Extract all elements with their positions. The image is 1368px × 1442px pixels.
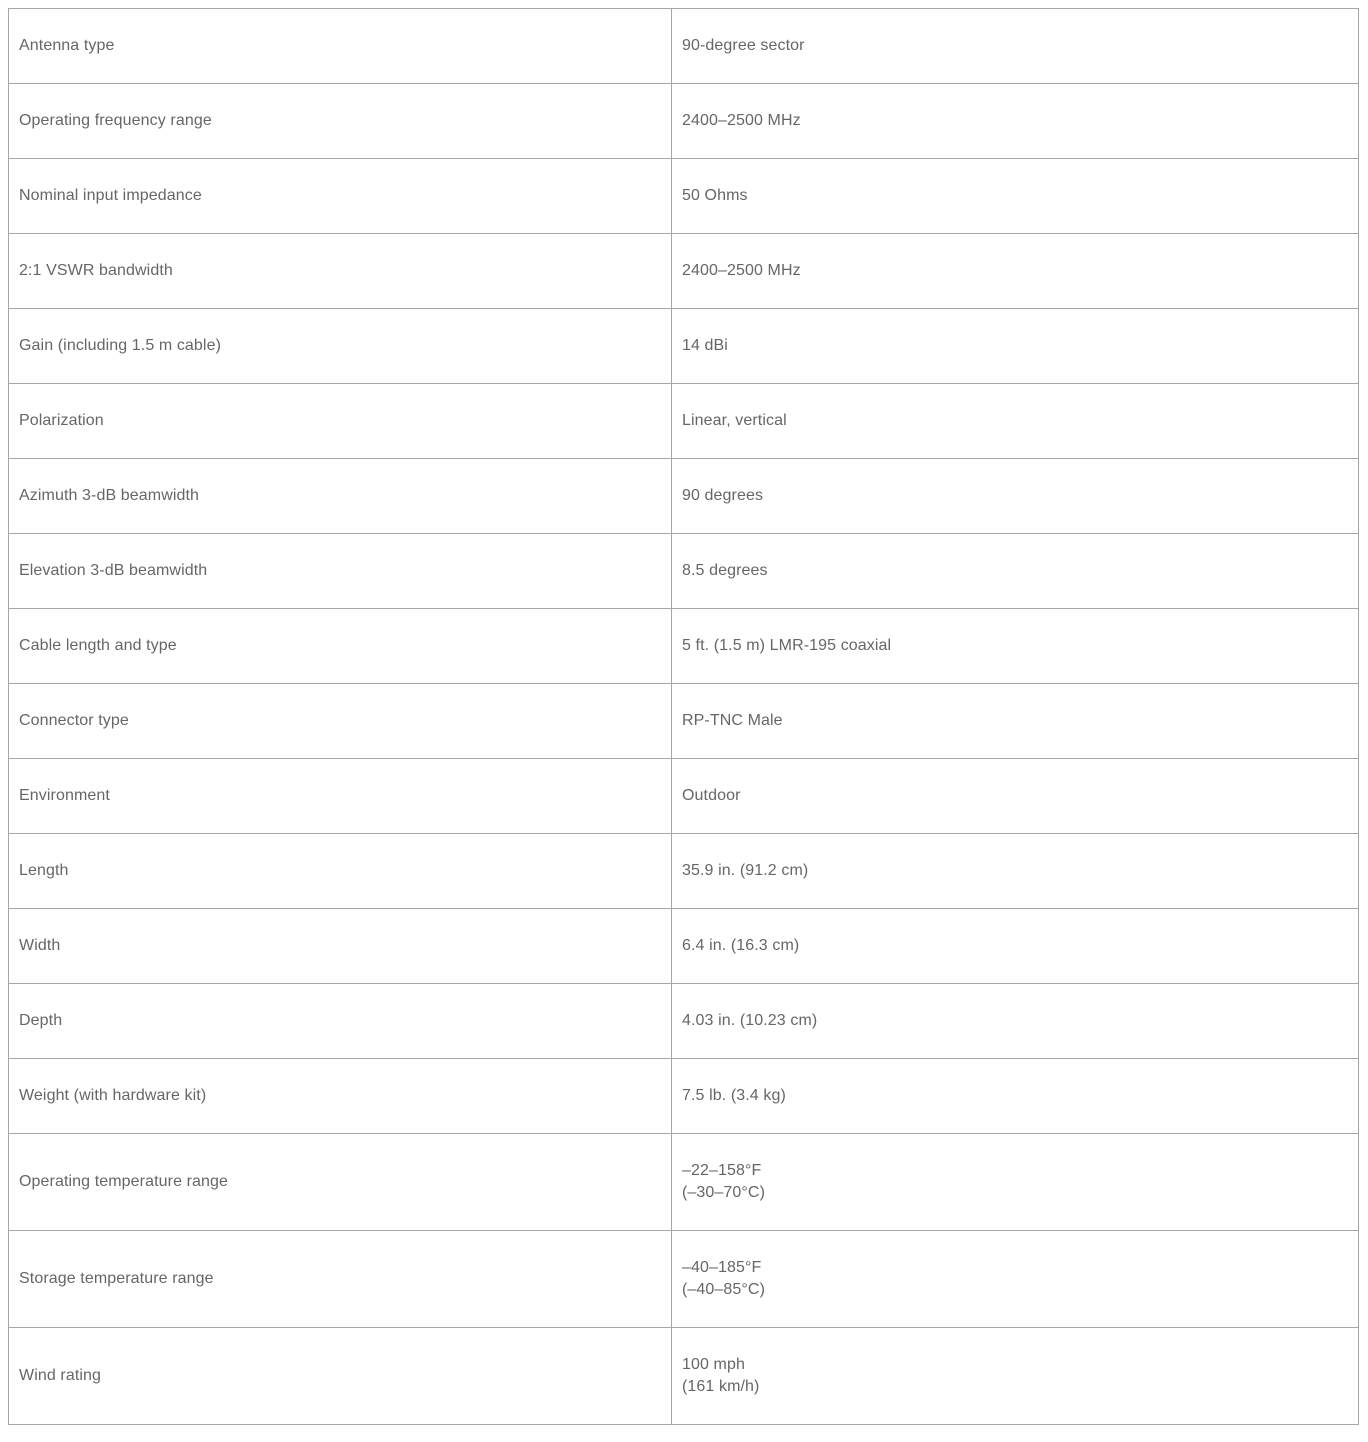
- table-row: [9, 534, 1359, 609]
- table-row: [9, 234, 1359, 309]
- spec-value-line: 50 Ohms: [682, 187, 748, 204]
- table-row: [9, 84, 1359, 159]
- spec-label: Antenna type: [9, 9, 672, 84]
- spec-label: Environment: [9, 759, 672, 834]
- spec-value-line: 90 degrees: [682, 487, 764, 504]
- spec-value-line: (–30–70°C): [682, 1184, 765, 1201]
- table-row: [9, 159, 1359, 234]
- spec-value: [672, 84, 1359, 159]
- spec-value: [672, 1134, 1359, 1231]
- spec-value: [672, 459, 1359, 534]
- spec-value: [672, 909, 1359, 984]
- spec-value-line: 8.5 degrees: [682, 562, 768, 579]
- spec-value: [672, 609, 1359, 684]
- table-row: [9, 909, 1359, 984]
- spec-value: [672, 384, 1359, 459]
- spec-value-line: 35.9 in. (91.2 cm): [682, 862, 809, 879]
- spec-value-line: (–40–85°C): [682, 1281, 765, 1298]
- table-row: [9, 609, 1359, 684]
- spec-value-line: Linear, vertical: [682, 412, 787, 429]
- spec-value-line: 7.5 lb. (3.4 kg): [682, 1087, 786, 1104]
- spec-label: Nominal input impedance: [9, 159, 672, 234]
- table-row: [9, 1328, 1359, 1425]
- spec-label: Gain (including 1.5 m cable): [9, 309, 672, 384]
- spec-value: [672, 834, 1359, 909]
- spec-value-line: –40–185°F: [682, 1259, 762, 1276]
- spec-value-line: Outdoor: [682, 787, 741, 804]
- spec-value: [672, 1328, 1359, 1425]
- spec-label: 2:1 VSWR bandwidth: [9, 234, 672, 309]
- spec-table-body: [9, 9, 1359, 1425]
- table-row: [9, 459, 1359, 534]
- table-row: [9, 1231, 1359, 1328]
- table-row: [9, 984, 1359, 1059]
- spec-value-line: 2400–2500 MHz: [682, 112, 801, 129]
- spec-label: Connector type: [9, 684, 672, 759]
- spec-value: [672, 534, 1359, 609]
- spec-label: Azimuth 3-dB beamwidth: [9, 459, 672, 534]
- spec-value-line: RP-TNC Male: [682, 712, 783, 729]
- spec-label: Cable length and type: [9, 609, 672, 684]
- spec-value-line: 6.4 in. (16.3 cm): [682, 937, 800, 954]
- table-row: [9, 684, 1359, 759]
- spec-value-line: 4.03 in. (10.23 cm): [682, 1012, 818, 1029]
- spec-label: Operating frequency range: [9, 84, 672, 159]
- spec-label: Polarization: [9, 384, 672, 459]
- spec-value-line: 14 dBi: [682, 337, 728, 354]
- spec-label: Operating temperature range: [9, 1134, 672, 1231]
- spec-value-line: –22–158°F: [682, 1162, 762, 1179]
- spec-value: [672, 684, 1359, 759]
- spec-label: Depth: [9, 984, 672, 1059]
- table-row: [9, 309, 1359, 384]
- spec-value-line: 5 ft. (1.5 m) LMR-195 coaxial: [682, 637, 892, 654]
- spec-value: [672, 759, 1359, 834]
- spec-label: Length: [9, 834, 672, 909]
- spec-value-line: 2400–2500 MHz: [682, 262, 801, 279]
- spec-value: [672, 309, 1359, 384]
- table-row: [9, 1059, 1359, 1134]
- spec-value: [672, 234, 1359, 309]
- spec-value: [672, 1059, 1359, 1134]
- spec-value-line: (161 km/h): [682, 1378, 760, 1395]
- table-row: [9, 759, 1359, 834]
- spec-value: [672, 9, 1359, 84]
- spec-value: [672, 159, 1359, 234]
- spec-label: Width: [9, 909, 672, 984]
- spec-label: Storage temperature range: [9, 1231, 672, 1328]
- table-row: [9, 384, 1359, 459]
- table-row: [9, 1134, 1359, 1231]
- table-row: [9, 834, 1359, 909]
- spec-label: Weight (with hardware kit): [9, 1059, 672, 1134]
- spec-label: Elevation 3-dB beamwidth: [9, 534, 672, 609]
- spec-value: [672, 1231, 1359, 1328]
- table-row: [9, 9, 1359, 84]
- spec-value-line: 100 mph: [682, 1356, 745, 1373]
- spec-value-line: 90-degree sector: [682, 37, 805, 54]
- spec-table: [8, 8, 1359, 1425]
- spec-label: Wind rating: [9, 1328, 672, 1425]
- spec-value: [672, 984, 1359, 1059]
